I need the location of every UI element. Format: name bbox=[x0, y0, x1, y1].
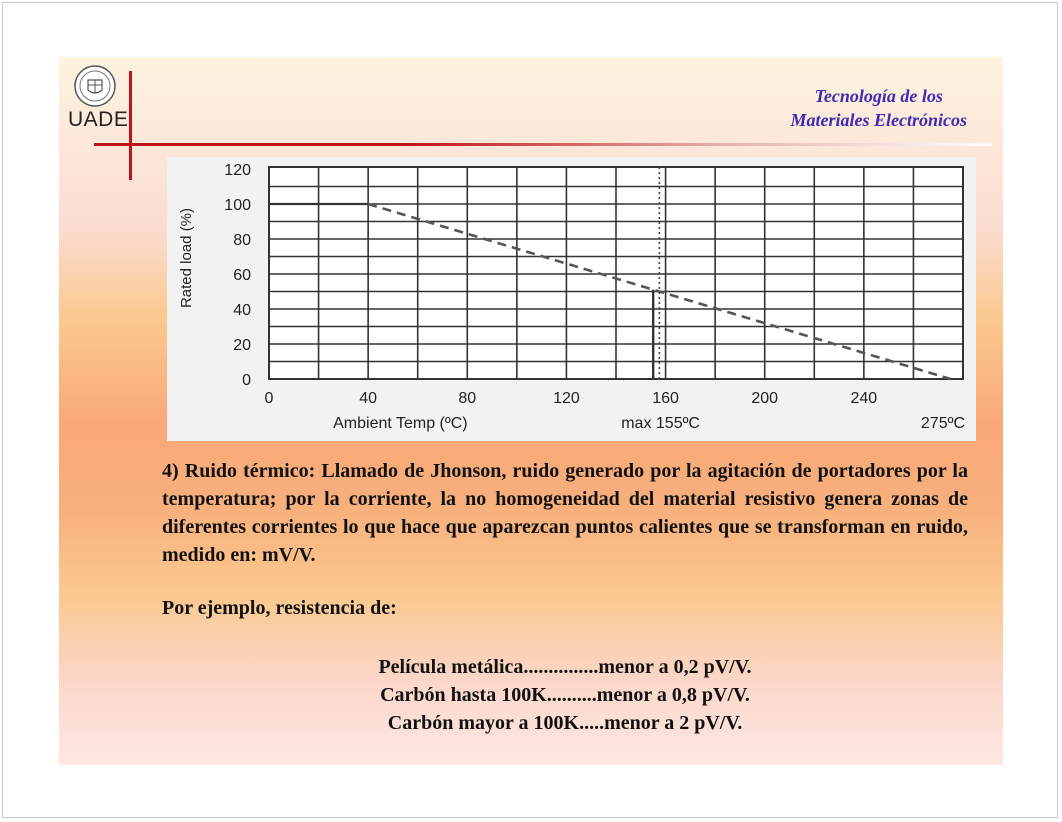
example-intro: Por ejemplo, resistencia de: bbox=[162, 597, 397, 619]
x-tick-label: 0 bbox=[264, 390, 274, 407]
x-tick-label: 120 bbox=[553, 390, 580, 407]
y-tick-label: 60 bbox=[233, 267, 251, 284]
x-tick-label: 240 bbox=[850, 390, 878, 407]
x-tick-label: 40 bbox=[359, 390, 378, 407]
x-tick-label: 200 bbox=[751, 390, 779, 407]
course-title-line-1: Tecnología de los bbox=[814, 86, 943, 106]
y-tick-label: 40 bbox=[233, 302, 251, 319]
y-tick-label: 0 bbox=[242, 372, 251, 389]
uade-logo bbox=[68, 64, 129, 134]
example-item: Carbón hasta 100K..........menor a 0,8 pV/V. bbox=[380, 684, 750, 706]
x-tick-label: 160 bbox=[652, 390, 679, 407]
course-title bbox=[791, 84, 968, 132]
y-axis-label: Rated load (%) bbox=[178, 207, 195, 309]
max-temp-label: max 155ºC bbox=[621, 415, 700, 432]
example-item: Película metálica...............menor a 0,2 pV/V. bbox=[378, 656, 752, 678]
y-tick-label: 20 bbox=[233, 337, 251, 354]
logo-text: UADE bbox=[68, 108, 129, 131]
university-seal-icon bbox=[70, 64, 120, 108]
course-title-line-2: Materiales Electrónicos bbox=[790, 110, 967, 130]
x-tick-label: 80 bbox=[458, 390, 477, 407]
thermal-noise-paragraph: 4) Ruido térmico: Llamado de Jhonson, ruido generado por la agitación de portadores por la temperatura; por la corriente, la no homogeneidad del material resistivo genera zonas de diferentes corrientes lo que hace que aparezcan puntos calientes que se transforman en ruido, medido en: mV/V. bbox=[162, 460, 968, 566]
y-tick-label: 100 bbox=[224, 197, 251, 214]
derating-chart bbox=[167, 157, 976, 441]
header-horizontal-rule bbox=[94, 143, 992, 146]
examples-list bbox=[162, 653, 968, 737]
y-tick-label: 80 bbox=[233, 232, 251, 249]
example-item: Carbón mayor a 100K.....menor a 2 pV/V. bbox=[387, 712, 743, 734]
x-axis-label: Ambient Temp (ºC) bbox=[333, 415, 468, 432]
derating-chart-svg bbox=[167, 157, 976, 441]
end-temp-label: 275ºC bbox=[920, 415, 965, 432]
y-tick-label: 120 bbox=[224, 162, 251, 179]
header-vertical-rule bbox=[129, 71, 132, 180]
